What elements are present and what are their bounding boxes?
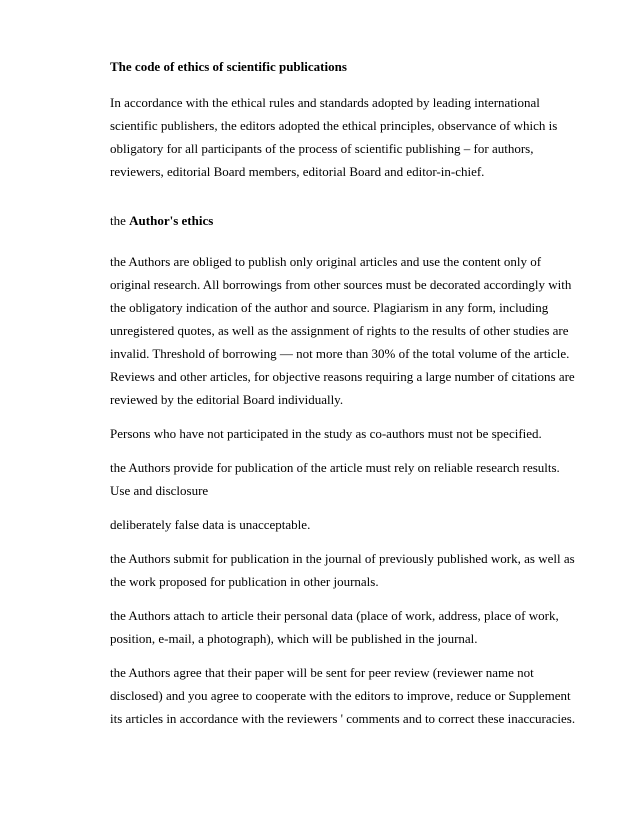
paragraph: the Authors attach to article their personal data (place of work, address, place of work, position, e-mail, a photograph), which will be published in the journal. — [110, 608, 559, 646]
paragraph: the Authors submit for publication in the journal of previously published work, as well as the work proposed for publication in other journals. — [110, 551, 575, 589]
paragraph: deliberately false data is unacceptable. — [110, 517, 311, 532]
paragraph: the Authors agree that their paper will be sent for peer review (reviewer name not disclosed) and you agree to cooperate with the editors to improve, reduce or Supplement its articles in accordance with the reviewers ' comments and to correct these inaccuracies. — [110, 665, 576, 726]
paragraph: Persons who have not participated in the study as co-authors must not be specified. — [110, 426, 542, 441]
paragraph: the Authors are obliged to publish only original articles and use the content only of original research. All borrowings from other sources must be decorated accordingly with the obligatory indication of the author and source. Plagiarism in any form, including unregistered quotes, as well as the assignment of rights to the results of other studies are invalid. Threshold of borrowing — not more than 30% of the total volume of the article. Reviews and other articles, for objective reasons requiring a large number of citations are reviewed by the editorial Board individually. — [110, 254, 575, 407]
section-heading — [110, 209, 582, 232]
document-title: The code of ethics of scientific publications — [110, 59, 347, 74]
section-heading-title: Author's ethics — [129, 213, 214, 228]
section-heading-prefix: the — [110, 213, 130, 228]
document-content — [110, 55, 582, 741]
intro-paragraph: In accordance with the ethical rules and standards adopted by leading international scientific publishers, the editors adopted the ethical principles, observance of which is obligatory for all participants of the process of scientific publishing – for authors, reviewers, editorial Board members, editorial Board and editor-in-chief. — [110, 95, 558, 179]
paragraph: the Authors provide for publication of the article must rely on reliable research results. Use and disclosure — [110, 460, 560, 498]
